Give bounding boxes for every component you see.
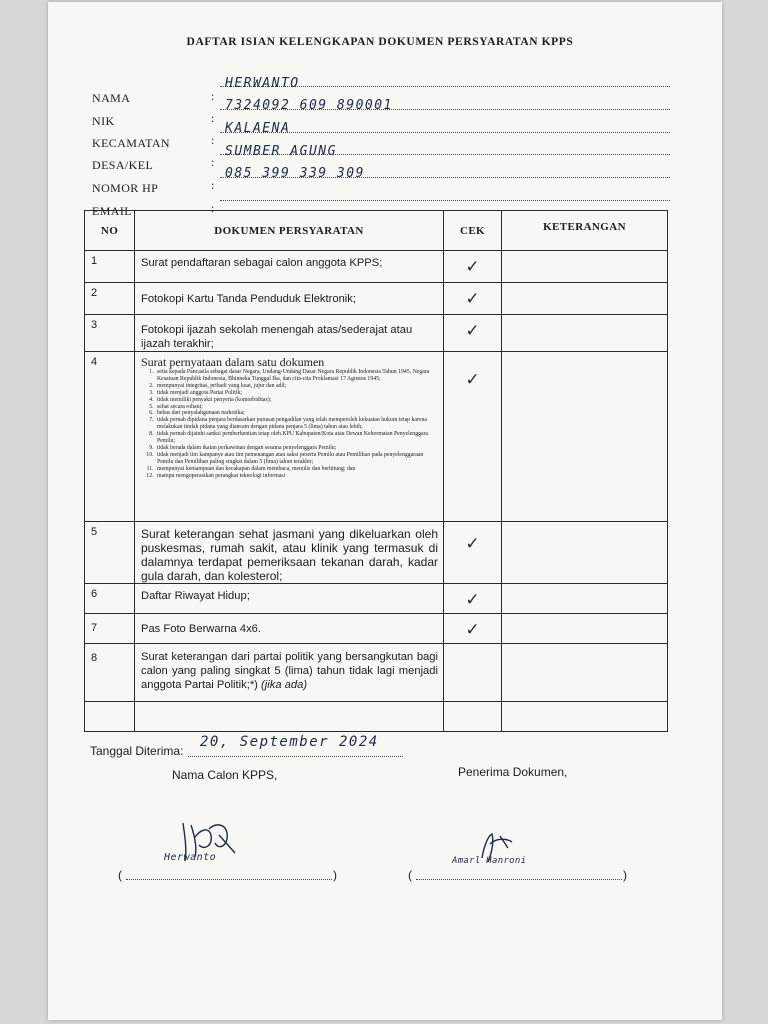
paren-open: ( (408, 868, 412, 882)
field-label-desa: DESA/KEL (92, 158, 154, 172)
candidate-sig-name: Herwanto (164, 852, 217, 863)
field-dotted-line (220, 199, 670, 201)
row-document: Surat keterangan sehat jasmani yang dikeluarkan oleh puskesmas, rumah sakit, atau klinik yang termasuk di dalamnya terdapat pemeriksaan tekanan darah, kadar gula darah, dan kolesterol; (135, 522, 444, 584)
row-keterangan[interactable] (502, 283, 668, 315)
document-title: DAFTAR ISIAN KELENGKAPAN DOKUMEN PERSYARATAN KPPS (186, 36, 574, 48)
row-keterangan[interactable] (502, 522, 668, 584)
statement-item: 3. tidak menjadi anggota Partai Politik; (155, 390, 438, 397)
row-document-note: (jika ada) (261, 679, 308, 691)
row-number: 3 (85, 315, 135, 352)
statement-title: Surat pernyataan dalam satu dokumen (141, 355, 325, 369)
field-value-nomor-hp: 085 399 339 309 (225, 166, 365, 181)
field-value-nik: 7324092 609 890001 (225, 98, 393, 113)
header-no: NO (85, 211, 135, 251)
row-number: 7 (85, 614, 135, 644)
statement-item: 5. sehat secara rohani; (155, 404, 438, 411)
field-colon: : (211, 89, 215, 103)
field-colon: : (211, 155, 215, 169)
field-value-desa: SUMBER AGUNG (225, 144, 337, 159)
check-mark[interactable]: ✓ (444, 251, 502, 283)
field-label-nik: NIK (92, 114, 115, 128)
row-document: Surat pendaftaran sebagai calon anggota KPPS; (135, 251, 444, 283)
row-keterangan[interactable] (502, 584, 668, 614)
empty-cell[interactable] (502, 702, 668, 732)
row-document (135, 644, 444, 702)
table-row (85, 251, 668, 283)
table-row (85, 352, 668, 522)
check-mark[interactable] (444, 644, 502, 702)
statement-item: 1. setia kepada Pancasila sebagai dasar Negara, Undang-Undang Dasar Negara Republik Indonesia Tahun 1945, Negara Kesatuan Republik Indonesia, Bhinneka Tunggal Ika, dan cita-cita Proklamasi 17 Agustus 1945; (155, 369, 438, 383)
row-number: 4 (85, 352, 135, 522)
paren-open: ( (118, 868, 122, 882)
statement-item: 10. tidak menjadi tim kampanye atau tim pemenangan atau saksi peserta Pemilu atau Pemilihan pada penyelenggaraan Pemilu dan Pemilihan paling singkat dalam 5 (lima) tahun terakhir; (155, 452, 438, 466)
row-number: 6 (85, 584, 135, 614)
table-row (85, 522, 668, 584)
row-document: Daftar Riwayat Hidup; (135, 584, 444, 614)
requirements-table (84, 210, 668, 732)
empty-cell[interactable] (135, 702, 444, 732)
date-received-value: 20, September 2024 (200, 734, 379, 750)
paren-close: ) (333, 868, 337, 882)
field-label-kecamatan: KECAMATAN (92, 136, 170, 150)
statement-item: 8. tidak pernah dijatuhi sanksi pemberhentian tetap oleh KPU Kabupaten/Kota atau Dewan Kehormatan Penyelenggara Pemilu; (155, 431, 438, 445)
statement-item: 6. bebas dari penyalahgunaan narkotika; (155, 410, 438, 417)
field-colon: : (211, 201, 215, 215)
empty-cell (85, 702, 135, 732)
row-keterangan[interactable] (502, 315, 668, 352)
field-value-nama: HERWANTO (225, 76, 300, 91)
row-document-text: Surat keterangan dari partai politik yang bersangkutan bagi calon yang paling singkat 5 (lima) tahun tidak lagi menjadi anggota Partai Politik;*) (141, 651, 438, 691)
row-document: Fotokopi Kartu Tanda Penduduk Elektronik; (135, 283, 444, 315)
candidate-signature-line (126, 879, 332, 880)
paren-close: ) (623, 868, 627, 882)
receiver-signature-line (416, 879, 622, 880)
statement-item: 9. tidak berada dalam ikatan perkawinan dengan sesama penyelenggara Pemilu; (155, 445, 438, 452)
field-label-nomor-hp: NOMOR HP (92, 181, 159, 195)
statement-item: 4. tidak memiliki penyakit penyerta (komorbiditas); (155, 397, 438, 404)
receiver-label: Penerima Dokumen, (458, 765, 568, 779)
header-dokumen: DOKUMEN PERSYARATAN (135, 211, 444, 251)
row-keterangan[interactable] (502, 644, 668, 702)
empty-cell[interactable] (444, 702, 502, 732)
table-row (85, 315, 668, 352)
table-row (85, 283, 668, 315)
check-mark[interactable]: ✓ (444, 614, 502, 644)
date-received-label: Tanggal Diterima: (90, 744, 184, 758)
row-number: 5 (85, 522, 135, 584)
table-row (85, 644, 668, 702)
statement-item: 11. mempunyai kemampuan dan kecakapan dalam membaca, menulis dan berhitung; dan (155, 466, 438, 473)
check-mark[interactable]: ✓ (444, 522, 502, 584)
row-keterangan[interactable] (502, 352, 668, 522)
row-number: 1 (85, 251, 135, 283)
statement-item: 7. tidak pernah dipidana penjara berdasarkan putusan pengadilan yang telah memperoleh kekuatan hukum tetap karena melakukan tindak pidana yang diancam dengan pidana penjara 5 (lima) tahun atau lebih; (155, 417, 438, 431)
header-keterangan: KETERANGAN (502, 211, 668, 251)
statement-item: 12. mampu mengoperasikan perangkat teknologi informasi (155, 473, 438, 480)
field-colon: : (211, 111, 215, 125)
statement-list (141, 369, 438, 480)
row-keterangan[interactable] (502, 251, 668, 283)
field-label-nama: NAMA (92, 91, 131, 105)
statement-item: 2. mempunyai integritas, pribadi yang kuat, jujur dan adil; (155, 383, 438, 390)
field-label-email: EMAIL (92, 204, 132, 218)
field-colon: : (211, 178, 215, 192)
header-cek: CEK (444, 211, 502, 251)
row-document: Pas Foto Berwarna 4x6. (135, 614, 444, 644)
table-header-row (85, 211, 668, 251)
date-dotted-line (188, 756, 403, 757)
check-mark[interactable]: ✓ (444, 352, 502, 522)
row-document (135, 352, 444, 522)
table-row (85, 614, 668, 644)
receiver-sig-name: Amarl Hanroni (452, 856, 527, 866)
row-number: 2 (85, 283, 135, 315)
row-document: Fotokopi ijazah sekolah menengah atas/sederajat atau ijazah terakhir; (135, 315, 444, 352)
row-number: 8 (85, 644, 135, 702)
field-colon: : (211, 133, 215, 147)
check-mark[interactable]: ✓ (444, 584, 502, 614)
table-row-empty (85, 702, 668, 732)
candidate-label: Nama Calon KPPS, (172, 768, 278, 782)
field-value-kecamatan: KALAENA (225, 121, 291, 136)
check-mark[interactable]: ✓ (444, 315, 502, 352)
row-keterangan[interactable] (502, 614, 668, 644)
check-mark[interactable]: ✓ (444, 283, 502, 315)
table-row (85, 584, 668, 614)
